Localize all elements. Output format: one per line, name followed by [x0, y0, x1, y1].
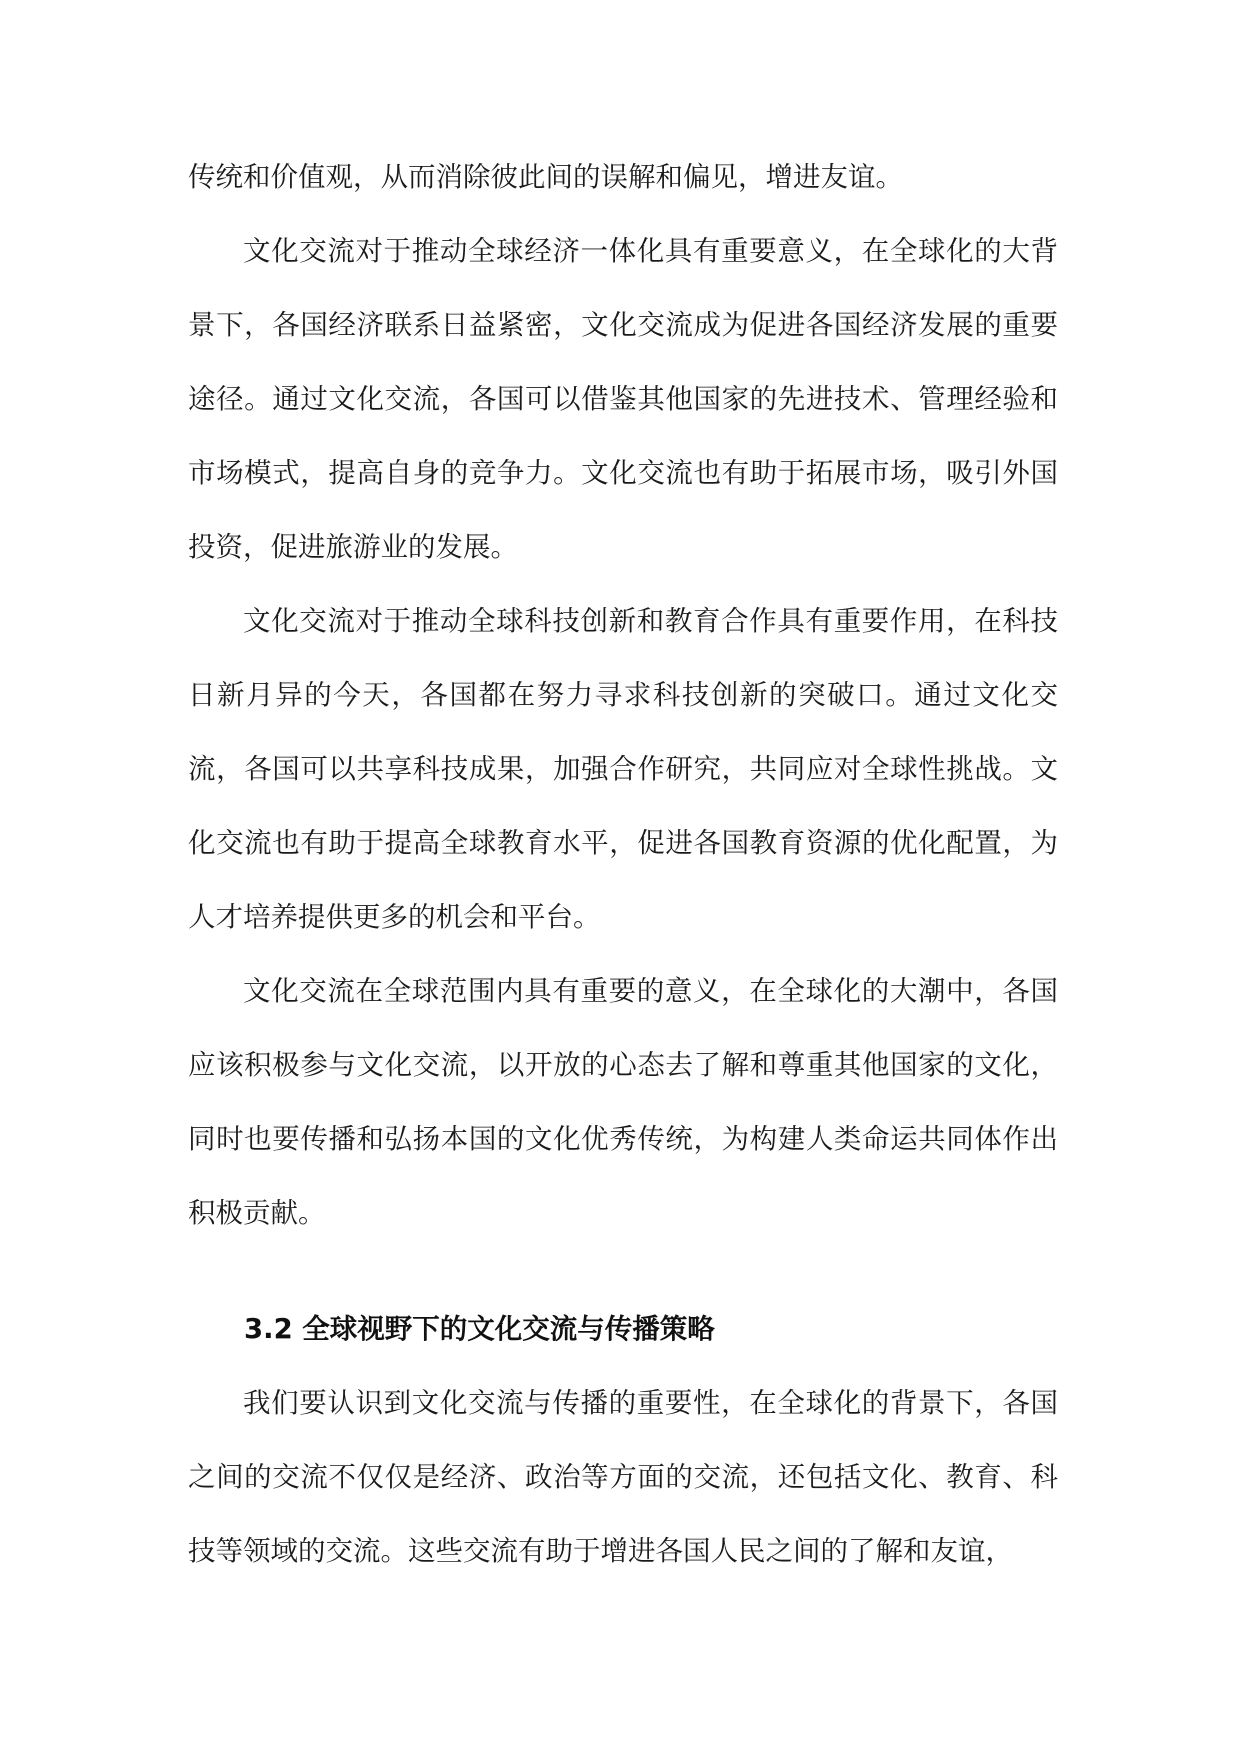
paragraph-economic-integration: 文化交流对于推动全球经济一体化具有重要意义，在全球化的大背景下，各国经济联系日益紧密，文化交流成为促进各国经济发展的重要途径。通过文化交流，各国可以借鉴其他国家的先进技术、管理经验和市场模式，提高自身的竞争力。文化交流也有助于拓展市场，吸引外国投资，促进旅游业的发展。: [188, 235, 1058, 563]
paragraph-continuation: 传统和价值观，从而消除彼此间的误解和偏见，增进友谊。: [188, 161, 903, 193]
paragraph-tech-education: 文化交流对于推动全球科技创新和教育合作具有重要作用，在科技日新月异的今天，各国都在努力寻求科技创新的突破口。通过文化交流，各国可以共享科技成果，加强合作研究，共同应对全球性挑战。文化交流也有助于提高全球教育水平，促进各国教育资源的优化配置，为人才培养提供更多的机会和平台。: [188, 605, 1058, 933]
document-body: [188, 140, 1058, 1588]
paragraph-global-significance: 文化交流在全球范围内具有重要的意义，在全球化的大潮中，各国应该积极参与文化交流，以开放的心态去了解和尊重其他国家的文化，同时也要传播和弘扬本国的文化优秀传统，为构建人类命运共同体作出积极贡献。: [188, 975, 1058, 1229]
paragraph-section-intro: 我们要认识到文化交流与传播的重要性，在全球化的背景下，各国之间的交流不仅仅是经济、政治等方面的交流，还包括文化、教育、科技等领域的交流。这些交流有助于增进各国人民之间的了解和友谊，: [188, 1387, 1058, 1567]
section-heading: 3.2 全球视野下的文化交流与传播策略: [244, 1313, 715, 1345]
